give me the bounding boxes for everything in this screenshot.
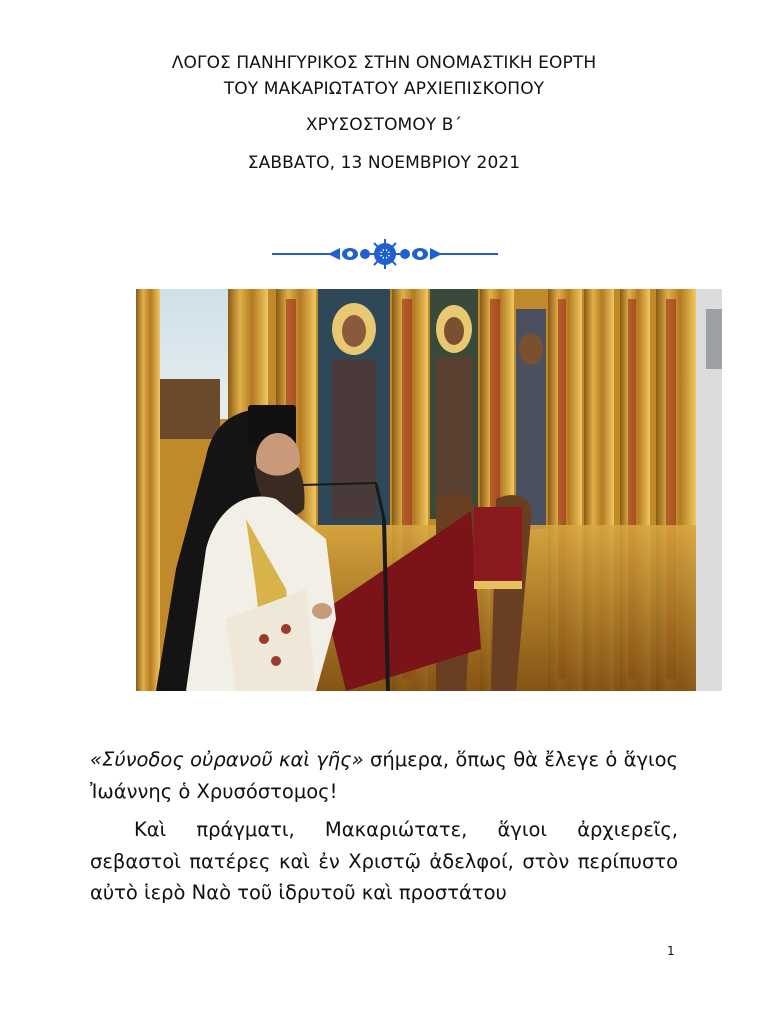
chrysostom-quote: «Σύνοδος οὐρανοῦ καὶ γῆς» [90,748,364,771]
header-date: ΣΑΒΒΑΤΟ, 13 ΝΟΕΜΒΡΙΟΥ 2021 [247,153,521,173]
decorative-divider-icon [270,236,500,272]
photo-illustration [136,289,722,691]
paragraph-opening-rest: σήμερα, ὅπως θὰ ἔλεγε ὁ ἅγιος Ἰωάννης ὁ Χρυσόστομος! [90,748,678,803]
header-title-line-3: ΧΡΥΣΟΣΤΟΜΟΥ Β΄ [305,115,463,135]
page-number: 1 [667,944,675,958]
header-title-line-1: ΛΟΓΟΣ ΠΑΝΗΓΥΡΙΚΟΣ ΣΤΗΝ ΟΝΟΜΑΣΤΙΚΗ ΕΟΡΤΗ [171,53,597,73]
sermon-body-text [90,744,678,909]
header-title-line-2: ΤΟΥ ΜΑΚΑΡΙΩΤΑΤΟΥ ΑΡΧΙΕΠΙΣΚΟΠΟΥ [223,79,545,99]
document-header [0,50,768,176]
paragraph-opening [90,744,678,807]
speaker-at-iconostasis-photo [136,289,722,691]
paragraph-address: Καὶ πράγματι, Μακαριώτατε, ἅγιοι ἀρχιερεῖς, σεβαστοὶ πατέρες καὶ ἐν Χριστῷ ἀδελφοί, στὸν περίπυστο αὐτὸ ἱερὸ Ναὸ τοῦ ἱδρυτοῦ καὶ προστάτου [90,818,678,904]
